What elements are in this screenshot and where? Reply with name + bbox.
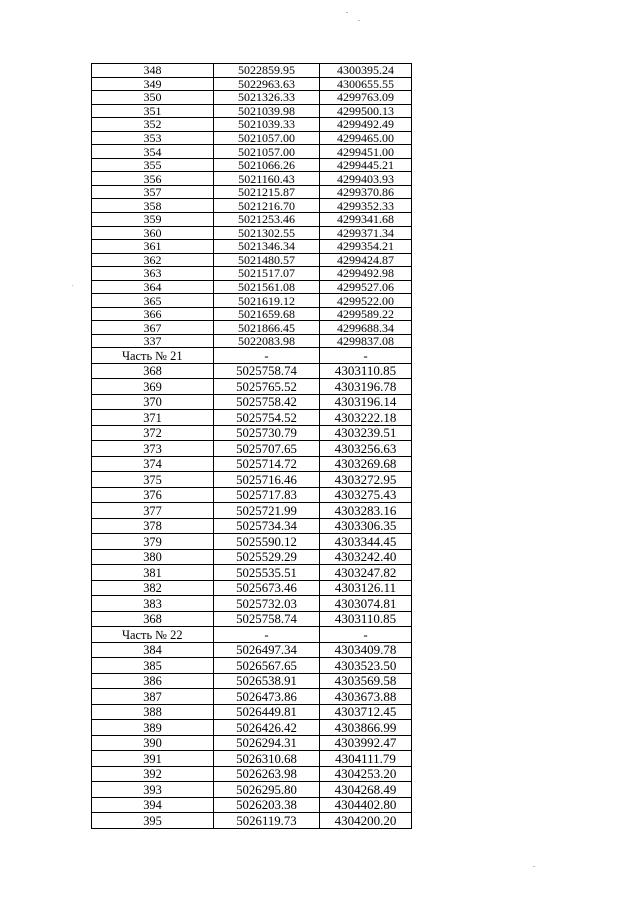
scan-speck — [533, 866, 535, 867]
point-number-cell: 365 — [92, 294, 214, 308]
point-number-cell: 375 — [92, 472, 214, 488]
point-number-cell: 385 — [92, 658, 214, 674]
point-number-cell: 352 — [92, 118, 214, 132]
table-row — [92, 379, 412, 395]
section-label-cell: Часть № 22 — [92, 627, 214, 643]
point-number-cell: 353 — [92, 131, 214, 145]
x-coordinate-cell: 5021480.57 — [214, 253, 320, 267]
y-coordinate-cell: 4299371.34 — [320, 226, 412, 240]
point-number-cell: 351 — [92, 104, 214, 118]
y-coordinate-cell: 4303110.85 — [320, 363, 412, 379]
y-coordinate-cell: 4303409.78 — [320, 642, 412, 658]
table-row — [92, 704, 412, 720]
x-coordinate-cell: 5025758.42 — [214, 394, 320, 410]
table-row — [92, 280, 412, 294]
table-row — [92, 611, 412, 627]
y-coordinate-cell: 4300655.55 — [320, 77, 412, 91]
x-coordinate-cell: 5026119.73 — [214, 813, 320, 829]
point-number-cell: 376 — [92, 487, 214, 503]
y-coordinate-cell: 4299522.00 — [320, 294, 412, 308]
x-coordinate-cell: 5021215.87 — [214, 185, 320, 199]
table-row — [92, 118, 412, 132]
x-coordinate-cell: 5025590.12 — [214, 534, 320, 550]
point-number-cell: 357 — [92, 185, 214, 199]
y-coordinate-cell: 4299527.06 — [320, 280, 412, 294]
point-number-cell: 349 — [92, 77, 214, 91]
table-row — [92, 131, 412, 145]
y-coordinate-cell: 4303673.88 — [320, 689, 412, 705]
table-section-row — [92, 348, 412, 364]
table-row — [92, 425, 412, 441]
x-coordinate-cell: 5026263.98 — [214, 766, 320, 782]
y-coordinate-cell: 4303283.16 — [320, 503, 412, 519]
y-coordinate-cell: 4303256.63 — [320, 441, 412, 457]
point-number-cell: 388 — [92, 704, 214, 720]
x-coordinate-cell: 5021302.55 — [214, 226, 320, 240]
y-coordinate-cell: 4303306.35 — [320, 518, 412, 534]
table-row — [92, 226, 412, 240]
point-number-cell: 369 — [92, 379, 214, 395]
point-number-cell: 362 — [92, 253, 214, 267]
point-number-cell: 364 — [92, 280, 214, 294]
point-number-cell: 387 — [92, 689, 214, 705]
point-number-cell: 390 — [92, 735, 214, 751]
y-coordinate-cell: 4303110.85 — [320, 611, 412, 627]
table-row — [92, 334, 412, 348]
table-row — [92, 751, 412, 767]
table-row — [92, 294, 412, 308]
y-coordinate-cell: 4304268.49 — [320, 782, 412, 798]
point-number-cell: 363 — [92, 267, 214, 281]
x-coordinate-cell: 5021326.33 — [214, 91, 320, 105]
coordinates-table-body — [92, 64, 412, 829]
y-coordinate-cell: 4303239.51 — [320, 425, 412, 441]
x-coordinate-cell: 5021561.08 — [214, 280, 320, 294]
point-number-cell: 384 — [92, 642, 214, 658]
y-coordinate-cell: 4303992.47 — [320, 735, 412, 751]
x-coordinate-cell: 5021253.46 — [214, 213, 320, 227]
table-row — [92, 580, 412, 596]
table-row — [92, 410, 412, 426]
x-coordinate-cell: 5025730.79 — [214, 425, 320, 441]
y-coordinate-cell: 4299424.87 — [320, 253, 412, 267]
y-coordinate-cell: 4299492.98 — [320, 267, 412, 281]
table-row — [92, 253, 412, 267]
x-coordinate-cell: 5025721.99 — [214, 503, 320, 519]
table-row — [92, 689, 412, 705]
table-row — [92, 642, 412, 658]
y-coordinate-cell: 4303712.45 — [320, 704, 412, 720]
y-coordinate-cell: 4303196.78 — [320, 379, 412, 395]
table-row — [92, 487, 412, 503]
x-coordinate-cell: 5021057.00 — [214, 131, 320, 145]
table-row — [92, 735, 412, 751]
scan-speck — [72, 285, 73, 286]
table-row — [92, 394, 412, 410]
y-coordinate-cell: 4303247.82 — [320, 565, 412, 581]
table-row — [92, 77, 412, 91]
x-coordinate-cell: 5021517.07 — [214, 267, 320, 281]
y-coordinate-cell: 4299763.09 — [320, 91, 412, 105]
y-coordinate-cell: 4304402.80 — [320, 797, 412, 813]
y-coordinate-cell: 4303196.14 — [320, 394, 412, 410]
x-coordinate-cell: 5025535.51 — [214, 565, 320, 581]
y-coordinate-cell: 4303074.81 — [320, 596, 412, 612]
table-row — [92, 549, 412, 565]
x-coordinate-cell: 5025529.29 — [214, 549, 320, 565]
table-row — [92, 145, 412, 159]
y-coordinate-cell: 4299465.00 — [320, 131, 412, 145]
y-coordinate-cell: 4303866.99 — [320, 720, 412, 736]
point-number-cell: 368 — [92, 363, 214, 379]
x-coordinate-cell: 5025716.46 — [214, 472, 320, 488]
y-coordinate-cell: 4303523.50 — [320, 658, 412, 674]
table-row — [92, 518, 412, 534]
y-coordinate-cell: 4300395.24 — [320, 64, 412, 78]
y-coordinate-cell: 4299500.13 — [320, 104, 412, 118]
x-coordinate-cell: 5026473.86 — [214, 689, 320, 705]
table-row — [92, 766, 412, 782]
x-coordinate-cell: 5021039.98 — [214, 104, 320, 118]
y-coordinate-cell: 4304200.20 — [320, 813, 412, 829]
x-coordinate-cell: 5026538.91 — [214, 673, 320, 689]
x-coordinate-cell: 5021057.00 — [214, 145, 320, 159]
x-coordinate-cell: 5021066.26 — [214, 158, 320, 172]
x-coordinate-cell: 5021866.45 — [214, 321, 320, 335]
y-coordinate-cell: 4299354.21 — [320, 240, 412, 254]
point-number-cell: 337 — [92, 334, 214, 348]
y-coordinate-cell: 4303222.18 — [320, 410, 412, 426]
point-number-cell: 377 — [92, 503, 214, 519]
x-coordinate-cell: 5021346.34 — [214, 240, 320, 254]
table-row — [92, 565, 412, 581]
point-number-cell: 393 — [92, 782, 214, 798]
x-coordinate-cell: 5025758.74 — [214, 363, 320, 379]
y-coordinate-cell: 4299341.68 — [320, 213, 412, 227]
y-coordinate-cell: 4299589.22 — [320, 307, 412, 321]
x-coordinate-cell: 5025734.34 — [214, 518, 320, 534]
y-coordinate-cell: 4303344.45 — [320, 534, 412, 550]
table-row — [92, 172, 412, 186]
table-section-row — [92, 627, 412, 643]
y-coordinate-cell: 4303242.40 — [320, 549, 412, 565]
table-row — [92, 673, 412, 689]
table-row — [92, 534, 412, 550]
point-number-cell: 360 — [92, 226, 214, 240]
table-row — [92, 782, 412, 798]
table-row — [92, 720, 412, 736]
y-coordinate-cell: - — [320, 627, 412, 643]
scan-speck — [346, 12, 348, 13]
x-coordinate-cell: 5022859.95 — [214, 64, 320, 78]
y-coordinate-cell: 4299837.08 — [320, 334, 412, 348]
x-coordinate-cell: 5026310.68 — [214, 751, 320, 767]
y-coordinate-cell: - — [320, 348, 412, 364]
x-coordinate-cell: 5025673.46 — [214, 580, 320, 596]
y-coordinate-cell: 4303272.95 — [320, 472, 412, 488]
y-coordinate-cell: 4299445.21 — [320, 158, 412, 172]
point-number-cell: 381 — [92, 565, 214, 581]
y-coordinate-cell: 4299451.00 — [320, 145, 412, 159]
table-row — [92, 456, 412, 472]
x-coordinate-cell: - — [214, 348, 320, 364]
y-coordinate-cell: 4303269.68 — [320, 456, 412, 472]
x-coordinate-cell: 5026497.34 — [214, 642, 320, 658]
x-coordinate-cell: 5025717.83 — [214, 487, 320, 503]
x-coordinate-cell: 5021216.70 — [214, 199, 320, 213]
x-coordinate-cell: 5021039.33 — [214, 118, 320, 132]
x-coordinate-cell: 5025758.74 — [214, 611, 320, 627]
point-number-cell: 386 — [92, 673, 214, 689]
y-coordinate-cell: 4299352.33 — [320, 199, 412, 213]
point-number-cell: 359 — [92, 213, 214, 227]
table-row — [92, 185, 412, 199]
y-coordinate-cell: 4299403.93 — [320, 172, 412, 186]
table-row — [92, 267, 412, 281]
table-row — [92, 472, 412, 488]
point-number-cell: 389 — [92, 720, 214, 736]
point-number-cell: 367 — [92, 321, 214, 335]
table-row — [92, 104, 412, 118]
point-number-cell: 391 — [92, 751, 214, 767]
table-row — [92, 503, 412, 519]
table-row — [92, 240, 412, 254]
x-coordinate-cell: 5025707.65 — [214, 441, 320, 457]
y-coordinate-cell: 4304253.20 — [320, 766, 412, 782]
coordinates-table — [91, 63, 412, 829]
x-coordinate-cell: 5021619.12 — [214, 294, 320, 308]
table-row — [92, 199, 412, 213]
point-number-cell: 355 — [92, 158, 214, 172]
x-coordinate-cell: 5025754.52 — [214, 410, 320, 426]
y-coordinate-cell: 4299492.49 — [320, 118, 412, 132]
table-row — [92, 91, 412, 105]
point-number-cell: 374 — [92, 456, 214, 472]
table-row — [92, 596, 412, 612]
y-coordinate-cell: 4303275.43 — [320, 487, 412, 503]
point-number-cell: 380 — [92, 549, 214, 565]
y-coordinate-cell: 4303126.11 — [320, 580, 412, 596]
point-number-cell: 350 — [92, 91, 214, 105]
x-coordinate-cell: 5026295.80 — [214, 782, 320, 798]
y-coordinate-cell: 4303569.58 — [320, 673, 412, 689]
point-number-cell: 392 — [92, 766, 214, 782]
table-row — [92, 363, 412, 379]
table-row — [92, 658, 412, 674]
point-number-cell: 356 — [92, 172, 214, 186]
x-coordinate-cell: 5026449.81 — [214, 704, 320, 720]
y-coordinate-cell: 4299370.86 — [320, 185, 412, 199]
point-number-cell: 371 — [92, 410, 214, 426]
point-number-cell: 368 — [92, 611, 214, 627]
table-row — [92, 813, 412, 829]
x-coordinate-cell: 5026567.65 — [214, 658, 320, 674]
point-number-cell: 354 — [92, 145, 214, 159]
point-number-cell: 358 — [92, 199, 214, 213]
point-number-cell: 348 — [92, 64, 214, 78]
x-coordinate-cell: 5026426.42 — [214, 720, 320, 736]
table-row — [92, 797, 412, 813]
point-number-cell: 379 — [92, 534, 214, 550]
scan-speck — [358, 20, 360, 21]
table-row — [92, 64, 412, 78]
point-number-cell: 394 — [92, 797, 214, 813]
x-coordinate-cell: 5026203.38 — [214, 797, 320, 813]
table-row — [92, 441, 412, 457]
table-row — [92, 158, 412, 172]
y-coordinate-cell: 4304111.79 — [320, 751, 412, 767]
point-number-cell: 382 — [92, 580, 214, 596]
point-number-cell: 383 — [92, 596, 214, 612]
point-number-cell: 395 — [92, 813, 214, 829]
x-coordinate-cell: 5021160.43 — [214, 172, 320, 186]
x-coordinate-cell: - — [214, 627, 320, 643]
table-row — [92, 307, 412, 321]
x-coordinate-cell: 5026294.31 — [214, 735, 320, 751]
y-coordinate-cell: 4299688.34 — [320, 321, 412, 335]
x-coordinate-cell: 5025732.03 — [214, 596, 320, 612]
x-coordinate-cell: 5021659.68 — [214, 307, 320, 321]
point-number-cell: 372 — [92, 425, 214, 441]
section-label-cell: Часть № 21 — [92, 348, 214, 364]
x-coordinate-cell: 5022963.63 — [214, 77, 320, 91]
table-row — [92, 213, 412, 227]
x-coordinate-cell: 5022083.98 — [214, 334, 320, 348]
point-number-cell: 366 — [92, 307, 214, 321]
point-number-cell: 378 — [92, 518, 214, 534]
x-coordinate-cell: 5025714.72 — [214, 456, 320, 472]
table-row — [92, 321, 412, 335]
point-number-cell: 370 — [92, 394, 214, 410]
point-number-cell: 361 — [92, 240, 214, 254]
point-number-cell: 373 — [92, 441, 214, 457]
x-coordinate-cell: 5025765.52 — [214, 379, 320, 395]
